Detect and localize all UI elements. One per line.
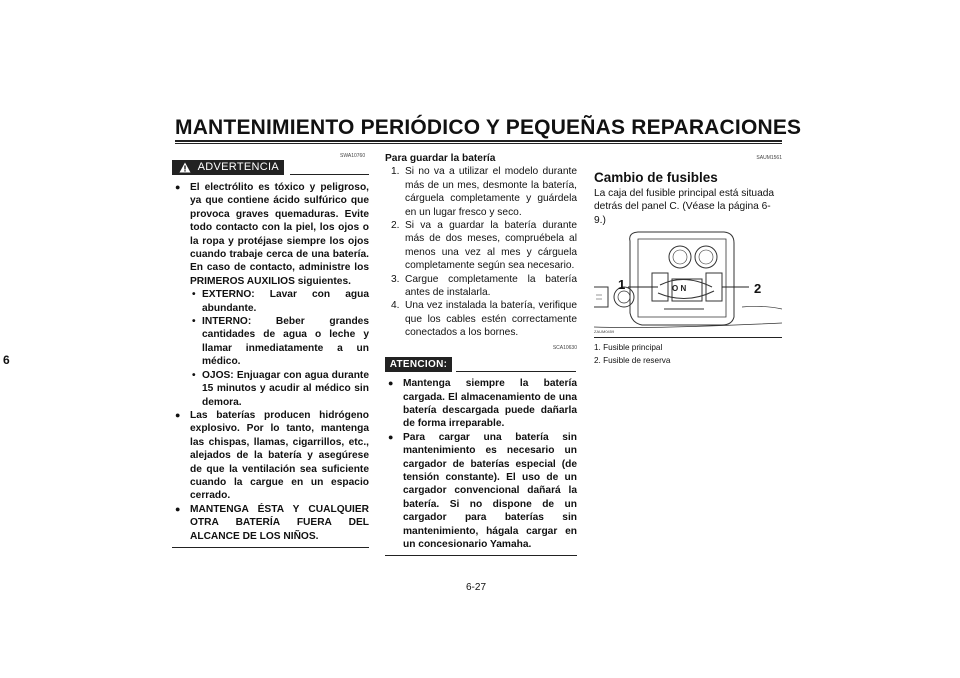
caution-end-rule [385, 555, 577, 556]
fuse-section [594, 152, 782, 367]
warning-label-box [172, 160, 284, 175]
caution-header [385, 357, 577, 373]
warning-bullet-1: ● El electrólito es tóxico y peligroso, ya que contiene ácido sulfúrico que provoca graves quemaduras. Evite todo contacto con la piel, los ojos o la ropa y protéjase siempre los ojos cuando trabaje cerca de una batería. En caso de contacto, administre los PRIMEROS AUXILIOS siguientes. [172, 181, 369, 288]
figure-rule [594, 337, 782, 338]
warning-sub-2: • INTERNO: Beber grandes cantidades de agua o leche y llamar inmediatamente a un médico. [172, 315, 369, 369]
page-title: MANTENIMIENTO PERIÓDICO Y PEQUEÑAS REPARACIONES [175, 116, 802, 139]
title-rule [175, 140, 782, 142]
legend-item-2: 2. Fusible de reserva [594, 356, 671, 366]
storage-step-4: 4. Una vez instalada la batería, verifique que los cables estén correctamente conectados a los bornes. [391, 300, 577, 339]
warning-rule [290, 174, 369, 175]
storage-step-1: 1. Si no va a utilizar el modelo durante más de un mes, desmonte la batería, cárguela completamente y guárdela en un lugar fresco y seco. [391, 166, 577, 218]
legend-item-1: 1. Fusible principal [594, 343, 663, 353]
warning-bullet-2: ● Las baterías producen hidrógeno explosivo. Por lo tanto, mantenga las chispas, llamas, cigarrillos, etc., alejados de la batería y asegúrese de que la ventilación sea suficiente cuando la cargue en un espacio cerrado. [172, 409, 369, 503]
callout-2: 2 [754, 281, 762, 297]
warning-code: SWA10760 [340, 153, 366, 159]
fuse-heading: Cambio de fusibles [594, 170, 718, 186]
fuse-text: La caja del fusible principal está situada detrás del panel C. (Véase la página 6-9.) [594, 187, 775, 226]
chapter-tab: 6 [3, 353, 10, 367]
storage-step-3: 3. Cargue completamente la batería antes de instalarla. [391, 273, 577, 299]
warning-sub-1: • EXTERNO: Lavar con agua abundante. [172, 288, 369, 315]
svg-text:O N: O N [672, 284, 687, 294]
figure-code: ZAUM0459 [594, 329, 615, 335]
storage-step-2: 2. Si va a guardar la batería durante más de dos meses, compruébela al menos una vez al mes y cárguela completamente según sea necesario. [391, 220, 577, 272]
warning-bullet-3: ● MANTENGA ÉSTA Y CUALQUIER OTRA BATERÍA FUERA DEL ALCANCE DE LOS NIÑOS. [172, 503, 369, 543]
fuse-code: SAUM1561 [756, 155, 782, 161]
warning-sub-3: • OJOS: Enjuagar con agua durante 15 minutos y acudir al médico sin demora. [172, 369, 369, 409]
fuse-legend [594, 341, 782, 367]
warning-triangle-icon [179, 162, 191, 173]
page-number: 6-27 [466, 582, 487, 593]
title-rule-thin [175, 143, 782, 144]
caution-code: SCA10630 [552, 344, 577, 351]
fuse-box-figure [594, 229, 782, 335]
storage-heading: Para guardar la batería [385, 153, 496, 164]
warning-body [172, 181, 369, 548]
caution-label: ATENCION: [385, 357, 452, 372]
warning-end-rule [172, 547, 369, 548]
callout-1: 1 [618, 277, 626, 293]
caution-bullet-1: ● Mantenga siempre la batería cargada. El almacenamiento de una batería descargada puede dañarla de forma irreparable. [385, 377, 577, 431]
storage-section [385, 152, 577, 556]
caution-bullet-2: ● Para cargar una batería sin mantenimiento es necesario un cargador de baterías especial (de tensión constante). El uso de un cargador convencional dañará la batería. Si no dispone de un cargador para baterías sin mantenimiento, hágala cargar en un concesionario Yamaha. [385, 431, 577, 552]
warning-label: ADVERTENCIA [197, 161, 279, 173]
